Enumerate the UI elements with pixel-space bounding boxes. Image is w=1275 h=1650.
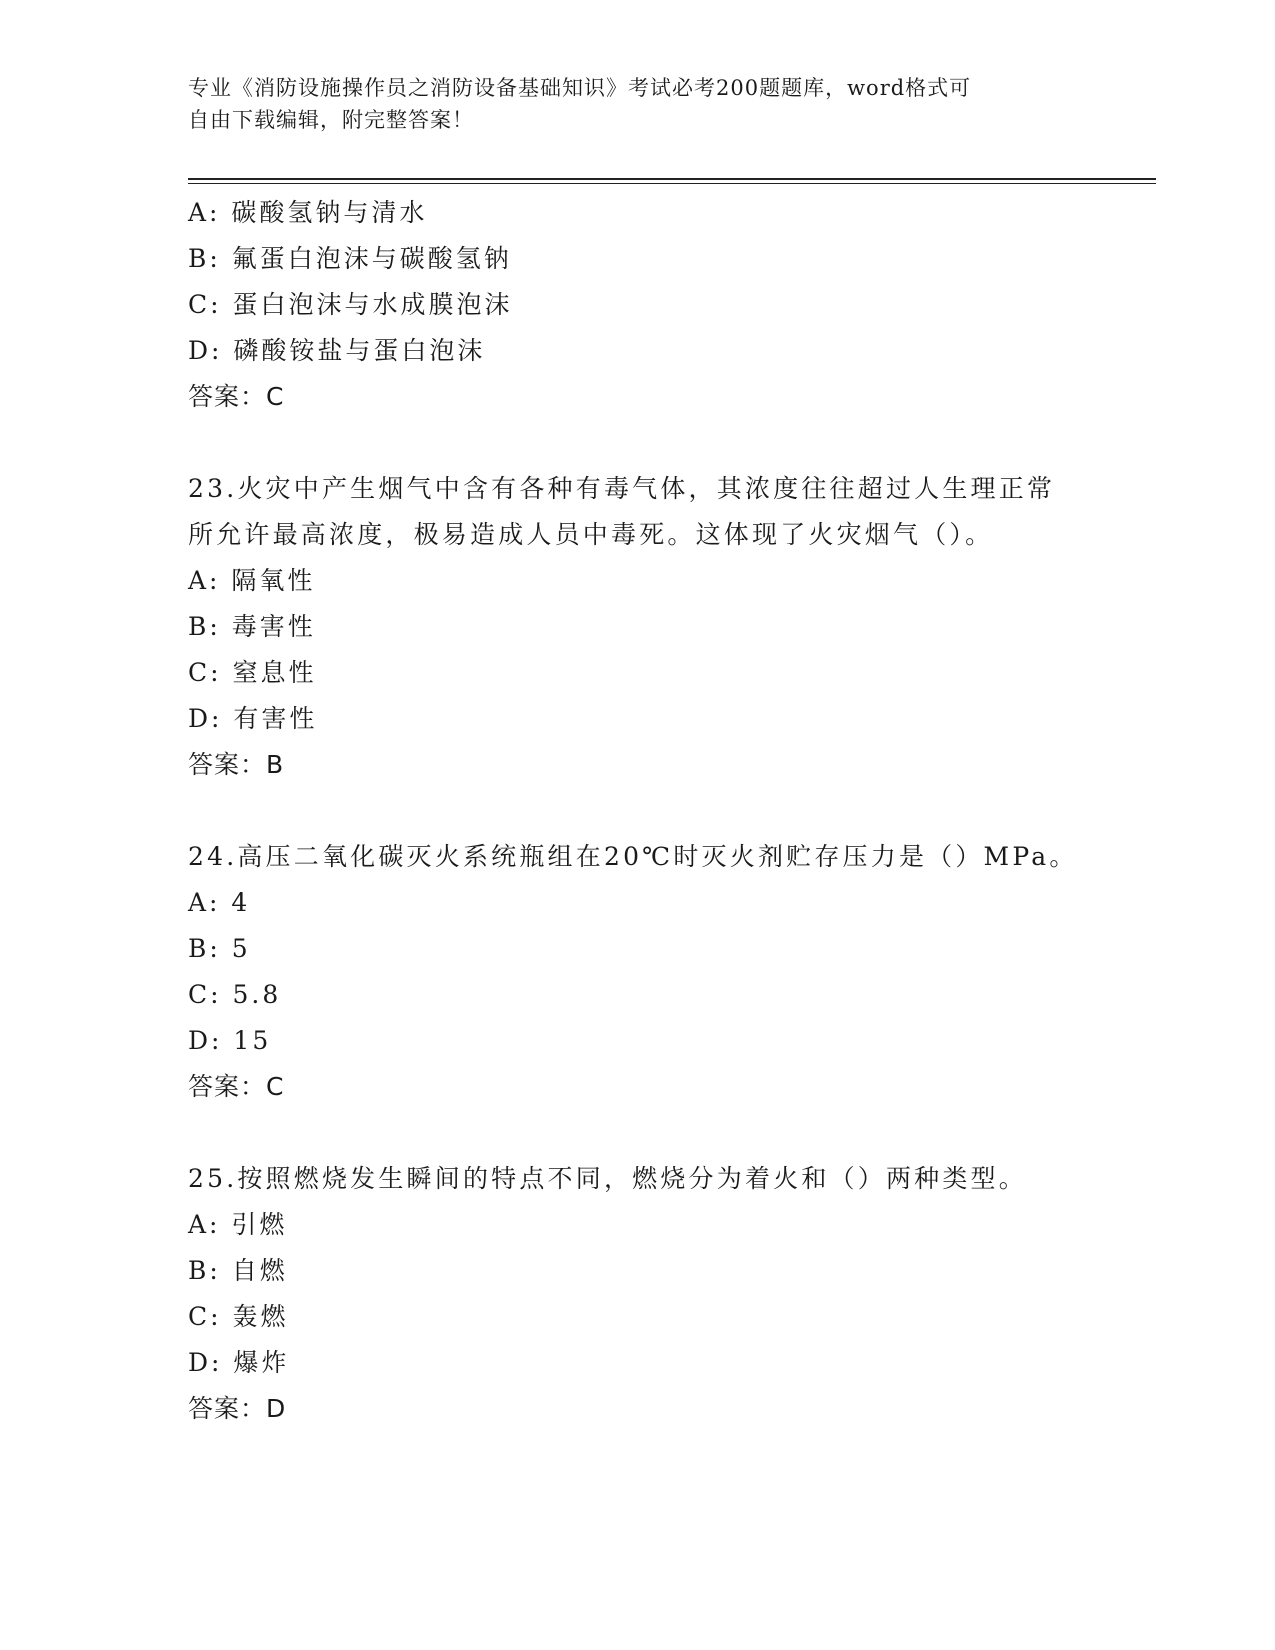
question-stem-line-1: 23.火灾中产生烟气中含有各种有毒气体，其浓度往往超过人生理正常 [188, 474, 1056, 503]
question-24 [188, 834, 1128, 1110]
option-b: B: 毒害性 [188, 612, 316, 641]
spacer [188, 788, 1128, 834]
header-line-2: 自由下载编辑，附完整答案！ [188, 108, 474, 132]
question-stem-line-1: 25.按照燃烧发生瞬间的特点不同，燃烧分为着火和（）两种类型。 [188, 1164, 1027, 1193]
question-list [188, 190, 1128, 1432]
option-b: B: 自燃 [188, 1256, 288, 1285]
option-a: A: 碳酸氢钠与清水 [188, 198, 428, 227]
option-c: C: 5.8 [188, 980, 282, 1009]
question-stem-line-1: 24.高压二氧化碳灭火系统瓶组在20℃时灭火剂贮存压力是（）MPa。 [188, 842, 1078, 871]
answer-line: 答案：B [188, 750, 285, 779]
option-d: D: 磷酸铵盐与蛋白泡沫 [188, 336, 486, 365]
spacer [188, 420, 1128, 466]
option-a: A: 引燃 [188, 1210, 288, 1239]
option-b: B: 氟蛋白泡沫与碳酸氢钠 [188, 244, 512, 273]
option-b: B: 5 [188, 934, 251, 963]
header-divider-thin [188, 183, 1156, 184]
option-d: D: 15 [188, 1026, 272, 1055]
option-c: C: 窒息性 [188, 658, 317, 687]
question-stem-line-2: 所允许最高浓度，极易造成人员中毒死。这体现了火灾烟气（）。 [188, 520, 994, 549]
option-d: D: 有害性 [188, 704, 318, 733]
option-c: C: 轰燃 [188, 1302, 289, 1331]
option-a: A: 4 [188, 888, 251, 917]
option-d: D: 爆炸 [188, 1348, 290, 1377]
question-25 [188, 1156, 1128, 1432]
option-c: C: 蛋白泡沫与水成膜泡沫 [188, 290, 513, 319]
header-divider-thick [188, 178, 1156, 180]
question-23 [188, 466, 1128, 788]
option-a: A: 隔氧性 [188, 566, 316, 595]
document-header [188, 72, 1088, 136]
question-22 [188, 190, 1128, 420]
spacer [188, 1110, 1128, 1156]
answer-line: 答案：C [188, 1072, 285, 1101]
answer-line: 答案：D [188, 1394, 287, 1423]
header-line-1: 专业《消防设施操作员之消防设备基础知识》考试必考200题题库，word格式可 [188, 76, 972, 100]
answer-line: 答案：C [188, 382, 285, 411]
